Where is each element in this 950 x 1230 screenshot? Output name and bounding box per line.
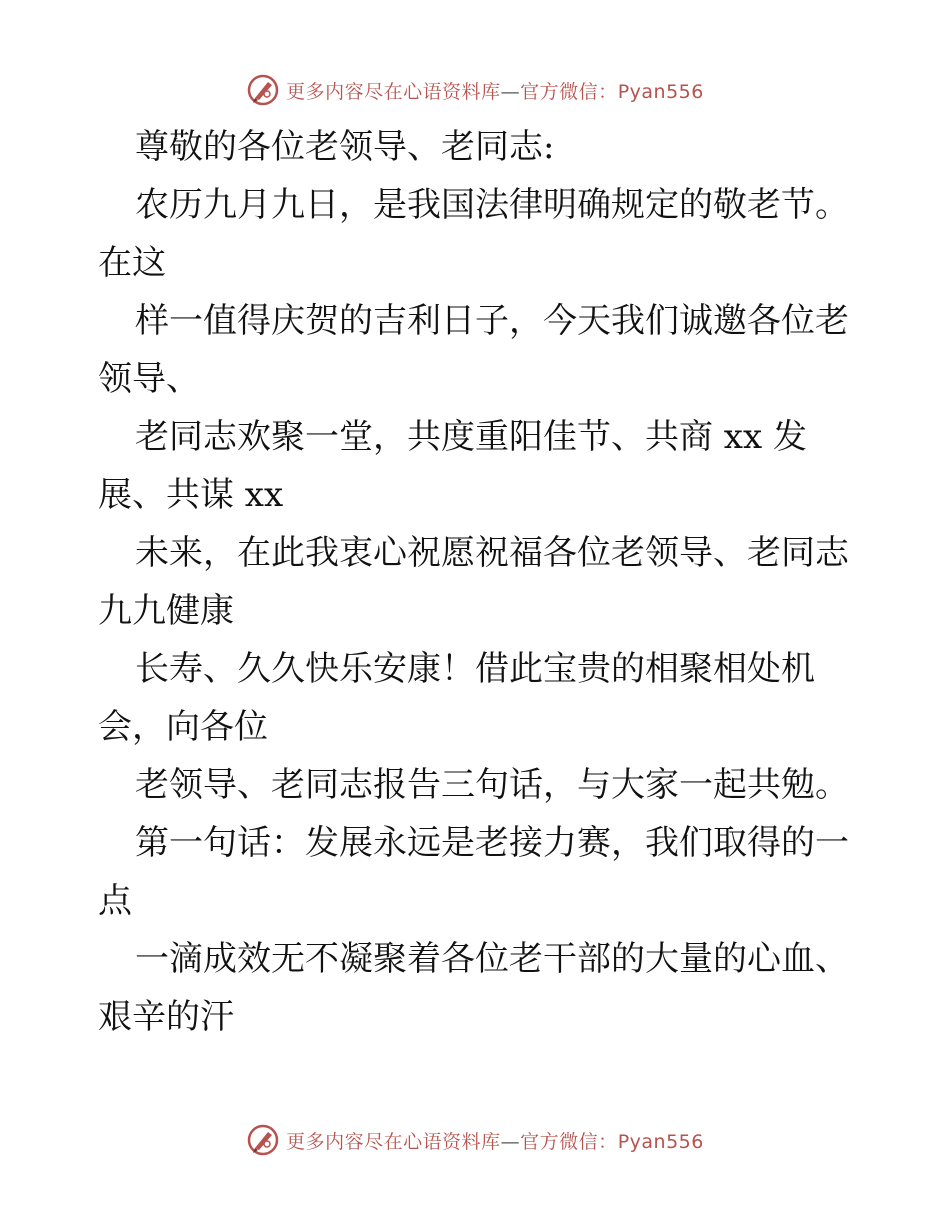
header-banner-text <box>286 77 704 104</box>
header-banner-dash: — <box>500 80 521 103</box>
footer-banner-main: 更多内容尽在心语资料库 <box>286 1130 501 1153</box>
text-line: 第一句话：发展永远是老接力赛，我们取得的一 <box>135 823 849 863</box>
footer-banner <box>0 1120 950 1160</box>
text-line: 在这 <box>98 243 166 283</box>
text-line: 点 <box>98 881 132 921</box>
text-line: 一滴成效无不凝聚着各位老干部的大量的心血、 <box>135 939 849 979</box>
text-line: 农历九月九日，是我国法律明确规定的敬老节。 <box>135 185 849 225</box>
header-banner-main: 更多内容尽在心语资料库 <box>286 80 501 103</box>
text-line: 展、共谋 xx <box>98 475 284 515</box>
header-banner-wechat-id: Pyan556 <box>617 80 704 103</box>
text-line: 九九健康 <box>98 591 234 631</box>
text-line: 样一值得庆贺的吉利日子，今天我们诚邀各位老 <box>135 301 849 341</box>
text-line: 会，向各位 <box>98 707 268 747</box>
footer-banner-text <box>286 1127 704 1154</box>
text-line: 未来，在此我衷心祝愿祝福各位老领导、老同志 <box>135 533 849 573</box>
footer-banner-wechat-label: 官方微信： <box>520 1130 618 1153</box>
document-body <box>98 118 868 1046</box>
header-banner-wechat-label: 官方微信： <box>520 80 618 103</box>
footer-banner-dash: — <box>500 1130 521 1153</box>
text-line: 艰辛的汗 <box>98 997 234 1037</box>
text-line: 尊敬的各位老领导、老同志: <box>135 127 555 167</box>
text-line: 老领导、老同志报告三句话，与大家一起共勉。 <box>135 765 849 805</box>
footer-banner-wechat-id: Pyan556 <box>617 1130 704 1153</box>
pen-circle-logo-icon <box>246 73 280 107</box>
text-line: 老同志欢聚一堂，共度重阳佳节、共商 xx 发 <box>135 417 807 457</box>
pen-circle-logo-icon <box>246 1123 280 1157</box>
header-banner <box>0 70 950 110</box>
text-line: 长寿、久久快乐安康！借此宝贵的相聚相处机 <box>135 649 815 689</box>
text-line: 领导、 <box>98 359 200 399</box>
